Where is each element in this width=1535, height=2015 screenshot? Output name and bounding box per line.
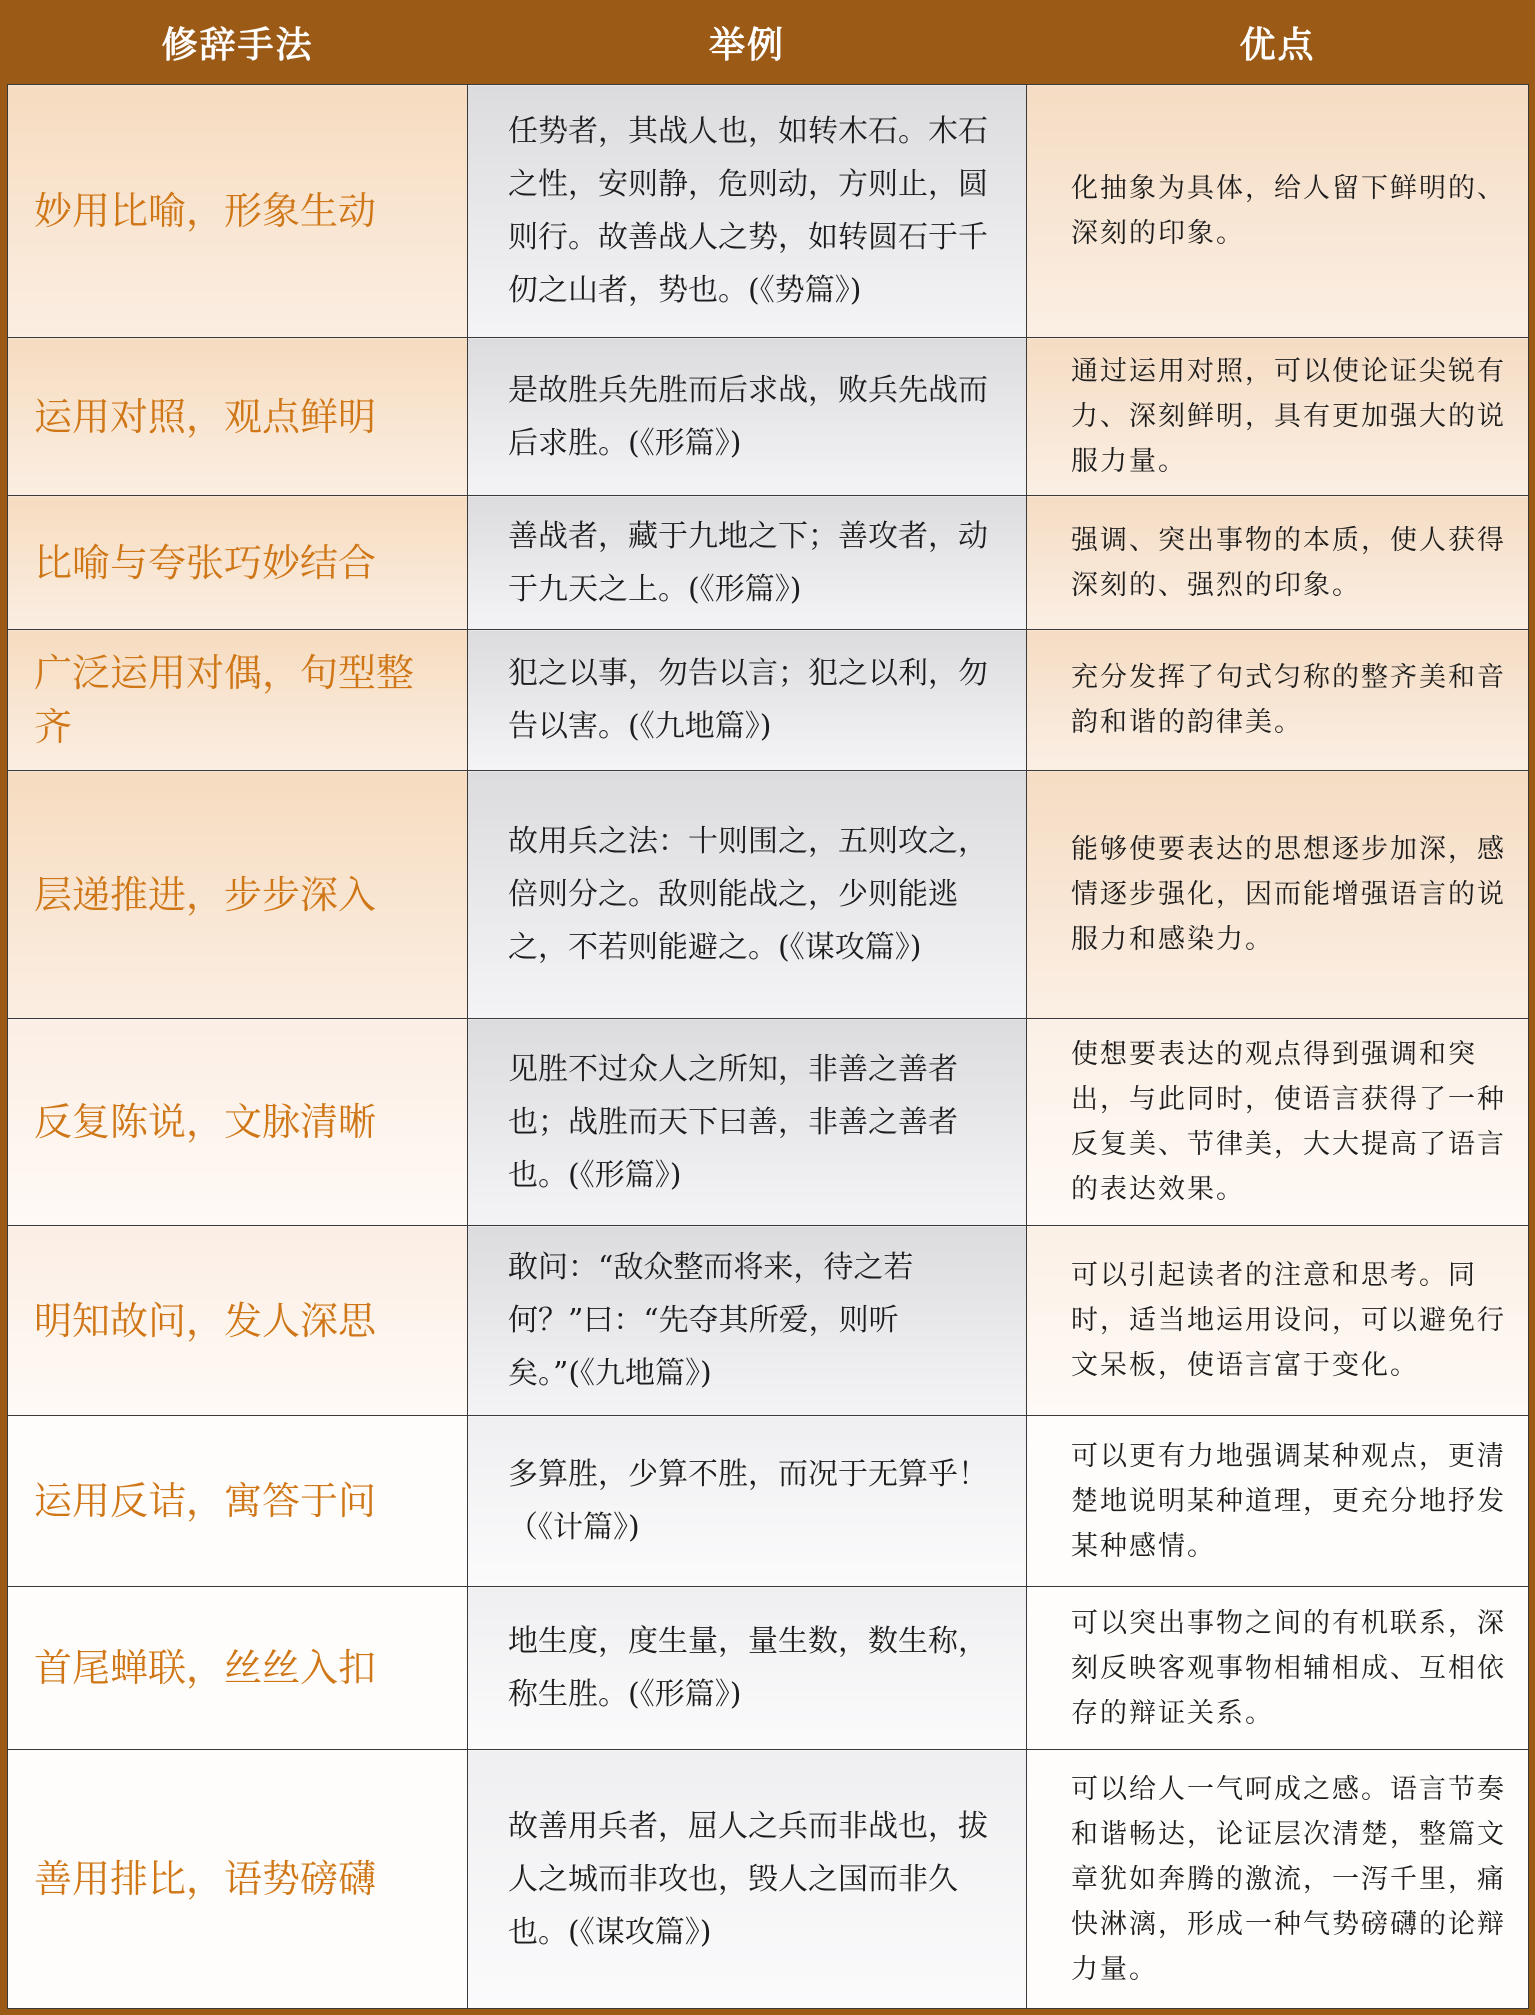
advantage-cell: 可以引起读者的注意和思考。同时，适当地运用设问，可以避免行文呆板，使语言富于变化。 [1027, 1226, 1529, 1416]
advantage-cell: 能够使要表达的思想逐步加深，感情逐步强化，因而能增强语言的说服力和感染力。 [1027, 771, 1529, 1019]
table-row [8, 496, 1529, 630]
example-cell: 是故胜兵先胜而后求战，败兵先战而后求胜。(《形篇》) [468, 338, 1027, 496]
advantage-cell: 使想要表达的观点得到强调和突出，与此同时，使语言获得了一种反复美、节律美，大大提高了语言的表达效果。 [1027, 1019, 1529, 1226]
header-row [8, 0, 1529, 85]
table-row [8, 85, 1529, 338]
example-cell: 善战者，藏于九地之下；善攻者，动于九天之上。(《形篇》) [468, 496, 1027, 630]
example-cell: 故用兵之法：十则围之，五则攻之，倍则分之。敌则能战之，少则能逃之，不若则能避之。(《谋攻篇》) [468, 771, 1027, 1019]
advantage-cell: 通过运用对照，可以使论证尖锐有力、深刻鲜明，具有更加强大的说服力量。 [1027, 338, 1529, 496]
example-cell: 敢问：“敌众整而将来，待之若何？”曰：“先夺其所爱，则听矣。”(《九地篇》) [468, 1226, 1027, 1416]
technique-cell: 首尾蝉联，丝丝入扣 [8, 1587, 468, 1750]
technique-cell: 运用反诘，寓答于问 [8, 1416, 468, 1587]
table-row [8, 1587, 1529, 1750]
table-row [8, 630, 1529, 771]
table-row [8, 1416, 1529, 1587]
example-cell: 多算胜，少算不胜，而况于无算乎！（《计篇》) [468, 1416, 1027, 1587]
technique-cell: 善用排比，语势磅礴 [8, 1750, 468, 2009]
header-technique: 修辞手法 [8, 0, 468, 85]
technique-cell: 比喻与夸张巧妙结合 [8, 496, 468, 630]
table-row [8, 1750, 1529, 2009]
technique-cell: 反复陈说，文脉清晰 [8, 1019, 468, 1226]
example-cell: 见胜不过众人之所知，非善之善者也；战胜而天下曰善，非善之善者也。(《形篇》) [468, 1019, 1027, 1226]
header-advantage: 优点 [1027, 0, 1529, 85]
technique-cell: 层递推进，步步深入 [8, 771, 468, 1019]
table-row [8, 1019, 1529, 1226]
header-example: 举例 [468, 0, 1027, 85]
advantage-cell: 化抽象为具体，给人留下鲜明的、深刻的印象。 [1027, 85, 1529, 338]
advantage-cell: 可以更有力地强调某种观点，更清楚地说明某种道理，更充分地抒发某种感情。 [1027, 1416, 1529, 1587]
rhetoric-table [7, 0, 1529, 2009]
table-row [8, 771, 1529, 1019]
example-cell: 犯之以事，勿告以言；犯之以利，勿告以害。(《九地篇》) [468, 630, 1027, 771]
example-cell: 地生度，度生量，量生数，数生称，称生胜。(《形篇》) [468, 1587, 1027, 1750]
technique-cell: 运用对照，观点鲜明 [8, 338, 468, 496]
technique-cell: 妙用比喻，形象生动 [8, 85, 468, 338]
advantage-cell: 可以突出事物之间的有机联系，深刻反映客观事物相辅相成、互相依存的辩证关系。 [1027, 1587, 1529, 1750]
advantage-cell: 强调、突出事物的本质，使人获得深刻的、强烈的印象。 [1027, 496, 1529, 630]
table-row [8, 1226, 1529, 1416]
advantage-cell: 充分发挥了句式匀称的整齐美和音韵和谐的韵律美。 [1027, 630, 1529, 771]
technique-cell: 广泛运用对偶，句型整齐 [8, 630, 468, 771]
table-row [8, 338, 1529, 496]
technique-cell: 明知故问，发人深思 [8, 1226, 468, 1416]
advantage-cell: 可以给人一气呵成之感。语言节奏和谐畅达，论证层次清楚，整篇文章犹如奔腾的激流，一泻千里，痛快淋漓，形成一种气势磅礴的论辩力量。 [1027, 1750, 1529, 2009]
example-cell: 任势者，其战人也，如转木石。木石之性，安则静，危则动，方则止，圆则行。故善战人之势，如转圆石于千仞之山者，势也。(《势篇》) [468, 85, 1027, 338]
example-cell: 故善用兵者，屈人之兵而非战也，拔人之城而非攻也，毁人之国而非久也。(《谋攻篇》) [468, 1750, 1027, 2009]
